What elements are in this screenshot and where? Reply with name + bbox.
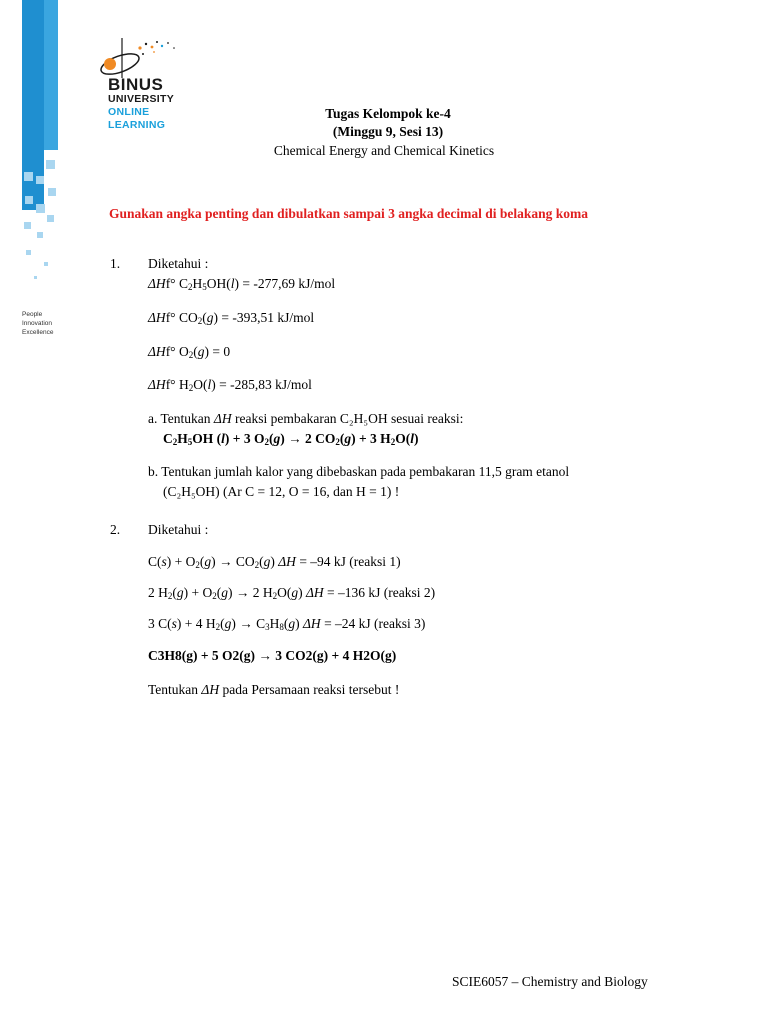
q2-target-reaction: C3H8(g) + 5 O2(g) → 3 CO2(g) + 4 H2O(g) bbox=[148, 648, 397, 663]
q1-part-a: a. Tentukan ΔH reaksi pembakaran C₂H₅OH sesuai reaksi: bbox=[148, 411, 464, 426]
logo-binus-text: BINUS bbox=[108, 75, 164, 94]
q1-given-3: ΔHf° $O_2(g) = 0$ bbox=[148, 344, 231, 360]
q2-reaction-3: 3 C(s) + 4 $H_2(g) \to C_3H_8(g) \Delta H = -24$ kJ (reaksi 3) bbox=[148, 616, 426, 632]
q1-given-2: ΔHf° $CO_2(g) = -393,51$ kJ/mol bbox=[148, 310, 315, 326]
q1-part-b-line2: (C₂H₅OH) (Ar C = 12, O = 16, dan H = 1) ! bbox=[163, 484, 400, 499]
document-session: (Minggu 9, Sesi 13) bbox=[332, 124, 444, 139]
q1-given-4: ΔHf° $H_2O(l) = -285,83$ kJ/mol bbox=[148, 377, 312, 393]
q1-part-b-line1: b. Tentukan jumlah kalor yang dibebaskan pada pembakaran 11,5 gram etanol bbox=[148, 464, 570, 479]
document-title: Tugas Kelompok ke-4 bbox=[325, 106, 451, 121]
q2-reaction-1: $C(s) + O_2(g) \to CO_2(g) \Delta H = -94$ kJ (reaksi 1) bbox=[148, 554, 401, 570]
q1-reaction: $C_2H_5OH$ (l) + 3 $O_2(g) \to 2$ $CO_2(g) + 3$ $H_2O(l)$ bbox=[163, 431, 419, 447]
logo-university-text: UNIVERSITY bbox=[108, 93, 175, 105]
q2-number: 2. bbox=[110, 522, 121, 537]
q1-label: Diketahui : bbox=[148, 256, 209, 271]
logo-learning-text: LEARNING bbox=[108, 119, 166, 131]
page-footer: SCIE6057 – Chemistry and Biology bbox=[452, 974, 648, 989]
document-subtitle: Chemical Energy and Chemical Kinetics bbox=[273, 143, 495, 158]
q2-question: Tentukan ΔH pada Persamaan reaksi tersebut ! bbox=[148, 682, 400, 697]
q1-number: 1. bbox=[110, 256, 121, 271]
logo-online-text: ONLINE bbox=[108, 106, 150, 118]
logo-tagline: People Innovation Excellence bbox=[22, 311, 54, 336]
q2-label: Diketahui : bbox=[148, 522, 209, 537]
instruction-note: Gunakan angka penting dan dibulatkan sampai 3 angka decimal di belakang koma bbox=[109, 206, 589, 221]
q1-given-1: ΔHf° $C_2H_5OH(l) = -277,69$ kJ/mol bbox=[148, 276, 336, 292]
q2-reaction-2: 2 $H_2(g) + O_2(g) \to 2$ $H_2O(g) \Delta H = -136$ kJ (reaksi 2) bbox=[148, 585, 436, 601]
